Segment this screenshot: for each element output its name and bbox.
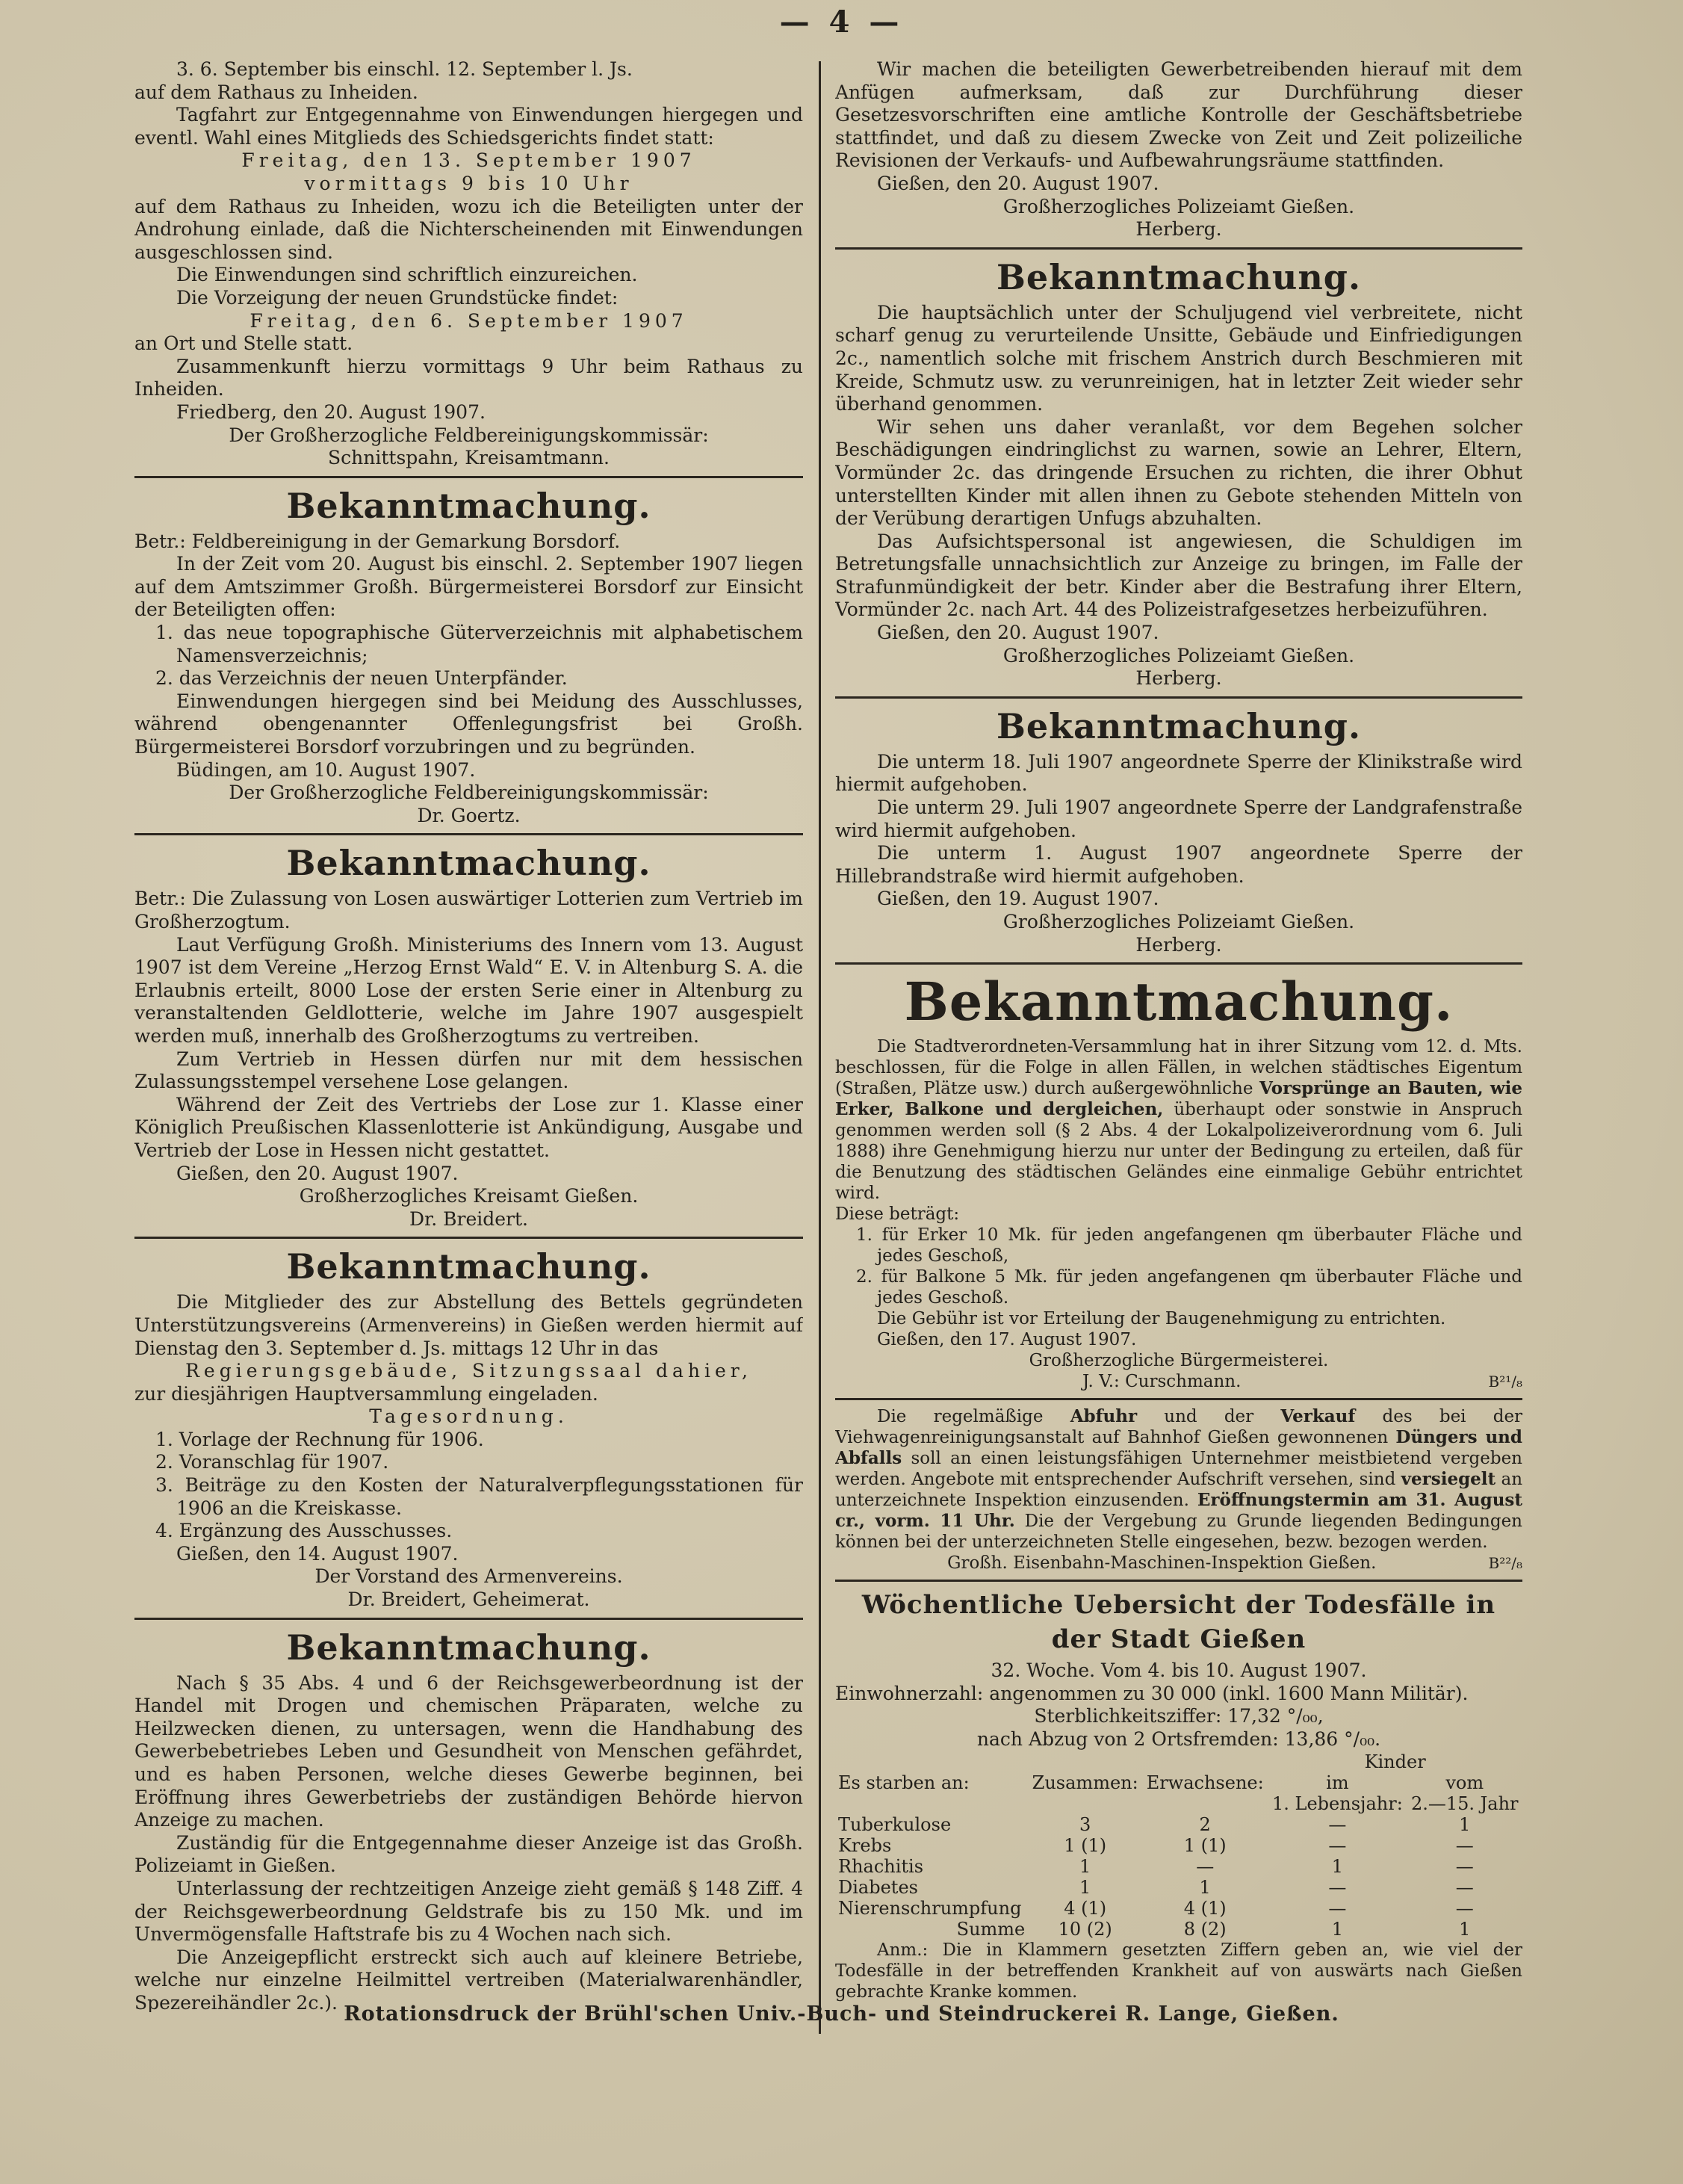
page-number: — 4 — bbox=[779, 4, 904, 40]
sum-total: 10 (2) bbox=[1058, 1918, 1112, 1940]
table-row bbox=[835, 1835, 1522, 1856]
notice-title: Bekanntmachung. bbox=[286, 1627, 651, 1668]
cell-total: 1 (1) bbox=[1064, 1834, 1107, 1856]
signature-name: Schnittspahn, Kreisamtmann. bbox=[328, 447, 610, 469]
notice-vorspruenge bbox=[835, 971, 1522, 1392]
separator bbox=[835, 962, 1522, 965]
cell-infant: — bbox=[1328, 1876, 1347, 1898]
separator bbox=[835, 696, 1522, 699]
text-run: Die der Vergebung zu Grunde liegenden Bedingungen können bei der unterzeichneten Stelle eingesehen, bezw. bezogen werden. bbox=[835, 1512, 1522, 1553]
separator bbox=[134, 833, 803, 835]
paragraph: Einwendungen hiergegen sind bei Meidung des Ausschlusses, während obengenannter Offenlegungsfrist bei Großh. Bürgermeisterei Borsdorf vorzubringen und zu begründen. bbox=[134, 690, 803, 758]
cell-total: 4 (1) bbox=[1064, 1897, 1107, 1919]
paragraph: Wir machen die beteiligten Gewerbetreibenden hierauf mit dem Anfügen aufmerksam, daß zur Durchführung dieser Gesetzesvorschriften eine amtliche Kontrolle der Geschäftsbetriebe stattfindet, und daß zu diesem Zwecke von Zeit und Zeit polizeiliche Revisionen der Verkaufs- und Aufbewahrungsräume stattfinden. bbox=[835, 58, 1522, 172]
notice-feldbereinigung-inheiden bbox=[134, 58, 803, 470]
signature-text: Großh. Eisenbahn-Maschinen-Inspektion Gießen. bbox=[947, 1553, 1377, 1574]
emphasis: Verkauf bbox=[1280, 1406, 1356, 1427]
table-header-row bbox=[835, 1793, 1522, 1814]
notice-title: Bekanntmachung. bbox=[286, 843, 651, 884]
text-run: des bei der Viehwagenreinigungsanstalt auf Bahnhof Gießen gewonnenen bbox=[835, 1407, 1522, 1448]
cell-cause: Krebs bbox=[838, 1834, 892, 1856]
header-total: Zusammen: bbox=[1032, 1772, 1138, 1793]
notice-lotterie bbox=[134, 841, 803, 1231]
text-line: Die Einwendungen sind schriftlich einzureichen. bbox=[176, 264, 638, 286]
date-line: Freitag, den 6. September 1907 bbox=[249, 309, 688, 332]
notice-strassensperre bbox=[835, 705, 1522, 956]
emphasis: Vorsprünge an Bauten, wie Erker, Balkone und dergleichen, bbox=[835, 1078, 1522, 1120]
text-line: Zusammenkunft hierzu vormittags 9 Uhr beim Rathaus zu Inheiden. bbox=[134, 355, 803, 400]
emphasis: Eröffnungstermin am 31. August cr., vorm. 11 Uhr. bbox=[835, 1490, 1522, 1532]
notice-title: Bekanntmachung. bbox=[997, 705, 1361, 746]
stats-week: 32. Woche. Vom 4. bis 10. August 1907. bbox=[991, 1659, 1367, 1682]
place-date: Gießen, den 20. August 1907. bbox=[176, 1162, 459, 1184]
list-item: 1. das neue topographische Güterverzeichnis mit alphabetischem Namensverzeichnis; bbox=[155, 622, 803, 666]
signature-office: Der Vorstand des Armenvereins. bbox=[314, 1565, 623, 1588]
paragraph: Diese beträgt: bbox=[835, 1204, 960, 1225]
cell-adult: 4 (1) bbox=[1183, 1897, 1227, 1919]
paragraph: Die unterm 29. Juli 1907 angeordnete Sperre der Landgrafenstraße wird hiermit aufgehoben. bbox=[835, 796, 1522, 841]
signature-office: Großherzogliches Polizeiamt Gießen. bbox=[1002, 911, 1355, 932]
cell-adult: — bbox=[1196, 1855, 1215, 1877]
paragraph: Die Gebühr ist vor Erteilung der Baugenehmigung zu entrichten. bbox=[877, 1309, 1446, 1329]
paragraph: Die Anzeigepflicht erstreckt sich auch auf kleinere Betriebe, welche nur einzelne Heilmittel vertreiben (Materialwarenhändler, Spezereihändler 2c.). bbox=[134, 1946, 803, 2012]
list-item: 1. für Erker 10 Mk. für jeden angefangenen qm überbauter Fläche und jedes Geschoß, bbox=[856, 1225, 1522, 1266]
cell-infant: — bbox=[1328, 1834, 1347, 1856]
cell-adult: 1 bbox=[1199, 1876, 1211, 1898]
signature-office: Großherzogliche Bürgermeisterei. bbox=[1029, 1351, 1329, 1371]
notice-armenverein bbox=[134, 1245, 803, 1611]
header-kinder: Kinder bbox=[1364, 1751, 1426, 1772]
death-statistics bbox=[835, 1588, 1522, 2002]
cell-cause: Nierenschrumpfung bbox=[838, 1897, 1022, 1919]
place-date: Gießen, den 20. August 1907. bbox=[877, 172, 1159, 194]
signature-text: J. V.: Curschmann. bbox=[1082, 1372, 1242, 1392]
place-date: Gießen, den 17. August 1907. bbox=[877, 1330, 1137, 1350]
signature-name: Herberg. bbox=[1135, 933, 1222, 956]
subject-line: Betr.: Die Zulassung von Losen auswärtiger Lotterien zum Vertrieb im Großherzogtum. bbox=[134, 888, 803, 932]
text-line: an Ort und Stelle statt. bbox=[134, 332, 353, 355]
signature-name: Dr. Breidert, Geheimerat. bbox=[347, 1588, 590, 1611]
header-child-age: 2.—15. Jahr bbox=[1410, 1792, 1519, 1814]
separator bbox=[134, 1618, 803, 1620]
text-run: und der bbox=[1164, 1407, 1254, 1427]
text-run: soll an einen leistungsfähigen Unternehmer meistbietend vergeben werden. Angebote mit entsprechender Aufschrift versehen, sind bbox=[835, 1449, 1522, 1490]
table-header-row bbox=[835, 1772, 1522, 1793]
list-item: 2. für Balkone 5 Mk. für jeden angefangenen qm überbauter Fläche und jedes Geschoß. bbox=[856, 1267, 1522, 1308]
header-infant-age: 1. Lebensjahr: bbox=[1272, 1792, 1403, 1814]
date-line: Freitag, den 13. September 1907 bbox=[241, 149, 696, 172]
cell-cause: Tuberkulose bbox=[838, 1813, 952, 1835]
notice-borsdorf bbox=[134, 484, 803, 828]
meeting-place: Regierungsgebäude, Sitzungssaal dahier, bbox=[185, 1360, 752, 1382]
text-run: Die Stadtverordneten-Versammlung hat in ihrer Sitzung vom 12. d. Mts. beschlossen, für die Folge in allen Fällen, in welchen städtisches Eigentum (Straßen, Plätze usw.) durch außergewöhnliche bbox=[835, 1037, 1522, 1099]
separator bbox=[134, 476, 803, 478]
stats-population: Einwohnerzahl: angenommen zu 30 000 (inkl. 1600 Mann Militär). bbox=[835, 1682, 1469, 1704]
signature-office: Großherzogliches Kreisamt Gießen. bbox=[299, 1185, 639, 1207]
paragraph: Zuständig für die Entgegennahme dieser Anzeige ist das Großh. Polizeiamt in Gießen. bbox=[134, 1831, 803, 1877]
notice-duenger-verkauf bbox=[835, 1406, 1522, 1574]
notice-unsitte bbox=[835, 256, 1522, 690]
signature-office: Großherzogliches Polizeiamt Gießen. bbox=[1002, 644, 1355, 666]
cell-total: 1 bbox=[1079, 1876, 1091, 1898]
table-row bbox=[835, 1877, 1522, 1898]
table-row bbox=[835, 1898, 1522, 1919]
paragraph: Die Mitglieder des zur Abstellung des Bettels gegründeten Unterstützungsvereins (Armenvereins) in Gießen werden hiermit auf Dienstag den 3. September d. Js. mittags 12 Uhr in das bbox=[134, 1291, 803, 1359]
sum-infant: 1 bbox=[1331, 1918, 1344, 1940]
paragraph: In der Zeit vom 20. August bis einschl. 2. September 1907 liegen auf dem Amtszimmer Großh. Bürgermeisterei Borsdorf zur Einsicht der Beteiligten offen: bbox=[134, 553, 803, 621]
left-column bbox=[134, 58, 803, 2012]
stats-note: Anm.: Die in Klammern gesetzten Ziffern geben an, wie viel der Todesfälle in der betreffenden Krankheit auf von auswärts nach Gießen gebrachte Kranke kommen. bbox=[835, 1940, 1522, 2002]
emphasis: versiegelt bbox=[1401, 1469, 1496, 1490]
list-item: 2. das Verzeichnis der neuen Unterpfänder. bbox=[155, 667, 568, 690]
cell-child: — bbox=[1455, 1855, 1474, 1877]
notice-title: Bekanntmachung. bbox=[997, 256, 1361, 297]
cell-child: — bbox=[1455, 1897, 1474, 1919]
signature-office: Großherzogliches Polizeiamt Gießen. bbox=[1002, 195, 1355, 217]
paragraph: Wir sehen uns daher veranlaßt, vor dem Begehen solcher Beschädigungen eindringlichst zu warnen, sowie an Lehrer, Eltern, Vormünder 2c. das dringende Ersuchen zu richten, die ihrer Obhut unterstellten Kinder mit allen ihnen zu Gebote stehenden Mitteln von der Verübung derartigen Unfugs abzuhalten. bbox=[835, 415, 1522, 530]
place-date: Gießen, den 14. August 1907. bbox=[176, 1542, 459, 1565]
signature-office: Der Großherzogliche Feldbereinigungskommissär: bbox=[229, 782, 709, 804]
text-line: auf dem Rathaus zu Inheiden. bbox=[134, 81, 418, 103]
cell-cause: Diabetes bbox=[838, 1876, 918, 1898]
stats-rows bbox=[835, 1814, 1522, 1919]
text-line: Tagfahrt zur Entgegennahme von Einwendungen hiergegen und eventl. Wahl eines Mitglieds des Schiedsgerichts findet statt: bbox=[134, 104, 803, 149]
sum-child: 1 bbox=[1459, 1918, 1471, 1940]
place-date: Büdingen, am 10. August 1907. bbox=[176, 758, 476, 781]
printer-imprint: Rotationsdruck der Brühl'schen Univ.-Buch- und Steindruckerei R. Lange, Gießen. bbox=[344, 2002, 1339, 2026]
stats-rate: Sterblichkeitsziffer: 17,32 °/₀₀, bbox=[1034, 1705, 1324, 1727]
order-mark: B²¹/₈ bbox=[1488, 1373, 1522, 1391]
text-run: überhaupt oder sonstwie in Anspruch genommen werden soll (§ 2 Abs. 4 der Lokalpolizeiverordnung vom 6. Juli 1888) ihre Genehmigung hierzu nur unter der Bedingung zu erteilen, daß für die Benutzung des städtischen Geländes eine einmalige Gebühr entrichtet wird. bbox=[835, 1100, 1522, 1204]
agenda-item: 3. Beiträge zu den Kosten der Naturalverpflegungsstationen für 1906 an die Kreiskasse. bbox=[155, 1474, 803, 1519]
paragraph: Die unterm 18. Juli 1907 angeordnete Sperre der Klinikstraße wird hiermit aufgehoben. bbox=[835, 750, 1522, 796]
place-date: Gießen, den 19. August 1907. bbox=[877, 888, 1159, 910]
cell-adult: 1 (1) bbox=[1183, 1834, 1227, 1856]
signature-name: Herberg. bbox=[1135, 218, 1222, 241]
separator bbox=[835, 1398, 1522, 1400]
table-sum-row bbox=[835, 1919, 1522, 1940]
right-column bbox=[835, 58, 1522, 2012]
cell-child: 1 bbox=[1459, 1813, 1471, 1835]
stats-table bbox=[835, 1751, 1522, 1940]
paragraph: zur diesjährigen Hauptversammlung eingeladen. bbox=[134, 1382, 598, 1405]
cell-child: — bbox=[1455, 1834, 1474, 1856]
paragraph: Die unterm 1. August 1907 angeordnete Sperre der Hillebrandstraße wird hiermit aufgehoben. bbox=[835, 842, 1522, 887]
paragraph: Unterlassung der rechtzeitigen Anzeige zieht gemäß § 148 Ziff. 4 der Reichsgewerbeordnung Geldstrafe bis zu 150 Mk. und im Unvermögensfalle Haftstrafe bis zu 4 Wochen nach sich. bbox=[134, 1877, 803, 1946]
notice-title: Bekanntmachung. bbox=[904, 971, 1454, 1033]
header-cause: Es starben an: bbox=[838, 1772, 970, 1793]
stats-rate-adjusted: nach Abzug von 2 Ortsfremden: 13,86 °/₀₀. bbox=[976, 1727, 1381, 1750]
place-date: Gießen, den 20. August 1907. bbox=[877, 622, 1159, 644]
text-line: Die Vorzeigung der neuen Grundstücke findet: bbox=[176, 286, 619, 309]
header-adults: Erwachsene: bbox=[1146, 1772, 1264, 1793]
cell-child: — bbox=[1455, 1876, 1474, 1898]
cell-infant: 1 bbox=[1331, 1855, 1344, 1877]
header-child: vom bbox=[1445, 1772, 1484, 1793]
column-divider bbox=[819, 61, 821, 2034]
cell-total: 1 bbox=[1079, 1855, 1091, 1877]
sum-label: Summe bbox=[956, 1918, 1026, 1940]
signature-name bbox=[835, 1371, 1522, 1392]
signature-name: Dr. Goertz. bbox=[417, 804, 521, 826]
text-run: an unterzeichnete Inspektion einzusenden. bbox=[835, 1470, 1522, 1511]
subject-line: Betr.: Feldbereinigung in der Gemarkung Borsdorf. bbox=[134, 530, 621, 552]
agenda-item: 1. Vorlage der Rechnung für 1906. bbox=[155, 1428, 484, 1450]
agenda-item: 2. Voranschlag für 1907. bbox=[155, 1451, 389, 1473]
emphasis: Abfuhr bbox=[1070, 1406, 1138, 1427]
paragraph: Während der Zeit des Vertriebs der Lose zur 1. Klasse einer Königlich Preußischen Klassenlotterie ist Ankündigung, Ausgabe und Vertrieb der Lose in Hessen nicht gestattet. bbox=[134, 1093, 803, 1161]
cell-infant: — bbox=[1328, 1897, 1347, 1919]
text-line: 3. 6. September bis einschl. 12. September l. Js. bbox=[176, 58, 633, 80]
paragraph: Die hauptsächlich unter der Schuljugend viel verbreitete, nicht scharf genug zu verurteilende Unsitte, Gebäude und Einfriedigungen 2c., namentlich solche mit frischem Anstrich durch Beschmieren mit Kreide, Schmutz usw. zu verunreinigen, hat in letzter Zeit wieder sehr überhand genommen. bbox=[835, 301, 1522, 415]
emphasis: Düngers und Abfalls bbox=[835, 1427, 1522, 1469]
order-mark: B²²/₈ bbox=[1488, 1554, 1522, 1573]
paragraph: Das Aufsichtspersonal ist angewiesen, die Schuldigen im Betretungsfalle unnachsichtlich zur Anzeige zu bringen, im Falle der Strafunmündigkeit der betr. Kinder aber die Bestrafung ihrer Eltern, Vormünder 2c. nach Art. 44 des Polizeistrafgesetzes herbeizuführen. bbox=[835, 530, 1522, 621]
signature-office bbox=[835, 1553, 1522, 1574]
table-header-row bbox=[835, 1751, 1522, 1772]
paragraph: Zum Vertrieb in Hessen dürfen nur mit dem hessischen Zulassungsstempel versehene Lose gelangen. bbox=[134, 1048, 803, 1093]
table-row bbox=[835, 1856, 1522, 1877]
paragraph: Nach § 35 Abs. 4 und 6 der Reichsgewerbeordnung ist der Handel mit Drogen und chemischen Präparaten, welche zu Heilzwecken dienen, zu untersagen, wenn die Handhabung des Gewerbebetriebes Leben und Gesundheit von Menschen gefährdet, und es haben Personen, welche dieses Gewerbe beginnen, bei Eröffnung ihres Gewerbetriebs der zuständigen Behörde hiervon Anzeige zu machen. bbox=[134, 1671, 803, 1831]
signature-name: Dr. Breidert. bbox=[409, 1207, 528, 1230]
time-line: vormittags 9 bis 10 Uhr bbox=[304, 172, 633, 194]
text-line: auf dem Rathaus zu Inheiden, wozu ich die Beteiligten unter der Androhung einlade, daß die Nichterscheinenden mit Einwendungen ausgeschlossen sind. bbox=[134, 195, 803, 263]
header-infant: im bbox=[1326, 1772, 1349, 1793]
paragraph bbox=[835, 1036, 1522, 1204]
sum-adults: 8 (2) bbox=[1183, 1918, 1227, 1940]
separator bbox=[835, 1580, 1522, 1582]
signature-name: Herberg. bbox=[1135, 667, 1222, 690]
table-row bbox=[835, 1814, 1522, 1835]
place-date: Friedberg, den 20. August 1907. bbox=[176, 400, 486, 423]
stats-title: Wöchentliche Uebersicht der Todesfälle in der Stadt Gießen bbox=[861, 1590, 1496, 1655]
cell-total: 3 bbox=[1079, 1813, 1091, 1835]
notice-drogenhandel-continued bbox=[835, 58, 1522, 241]
cell-cause: Rhachitis bbox=[838, 1855, 924, 1877]
separator bbox=[835, 247, 1522, 250]
cell-infant: — bbox=[1328, 1813, 1347, 1835]
separator bbox=[134, 1237, 803, 1239]
cell-adult: 2 bbox=[1199, 1813, 1211, 1835]
agenda-title: Tagesordnung. bbox=[369, 1405, 568, 1428]
notice-title: Bekanntmachung. bbox=[286, 1246, 651, 1287]
paragraph: Laut Verfügung Großh. Ministeriums des Innern vom 13. August 1907 ist dem Vereine „Herzog Ernst Wald“ E. V. in Altenburg S. A. die Erlaubnis erteilt, 8000 Lose der ersten Serie einer in Altenburg zu veranstaltenden Geldlotterie, welche im Jahre 1907 ausgespielt werden muß, innerhalb des Großherzogtums zu vertreiben. bbox=[134, 933, 803, 1047]
paragraph bbox=[835, 1406, 1522, 1553]
signature-office: Der Großherzogliche Feldbereinigungskommissär: bbox=[229, 424, 709, 446]
text-run: Die regelmäßige bbox=[877, 1407, 1044, 1427]
notice-drogenhandel bbox=[134, 1626, 803, 2012]
agenda-item: 4. Ergänzung des Ausschusses. bbox=[155, 1520, 453, 1542]
notice-title: Bekanntmachung. bbox=[286, 485, 651, 526]
